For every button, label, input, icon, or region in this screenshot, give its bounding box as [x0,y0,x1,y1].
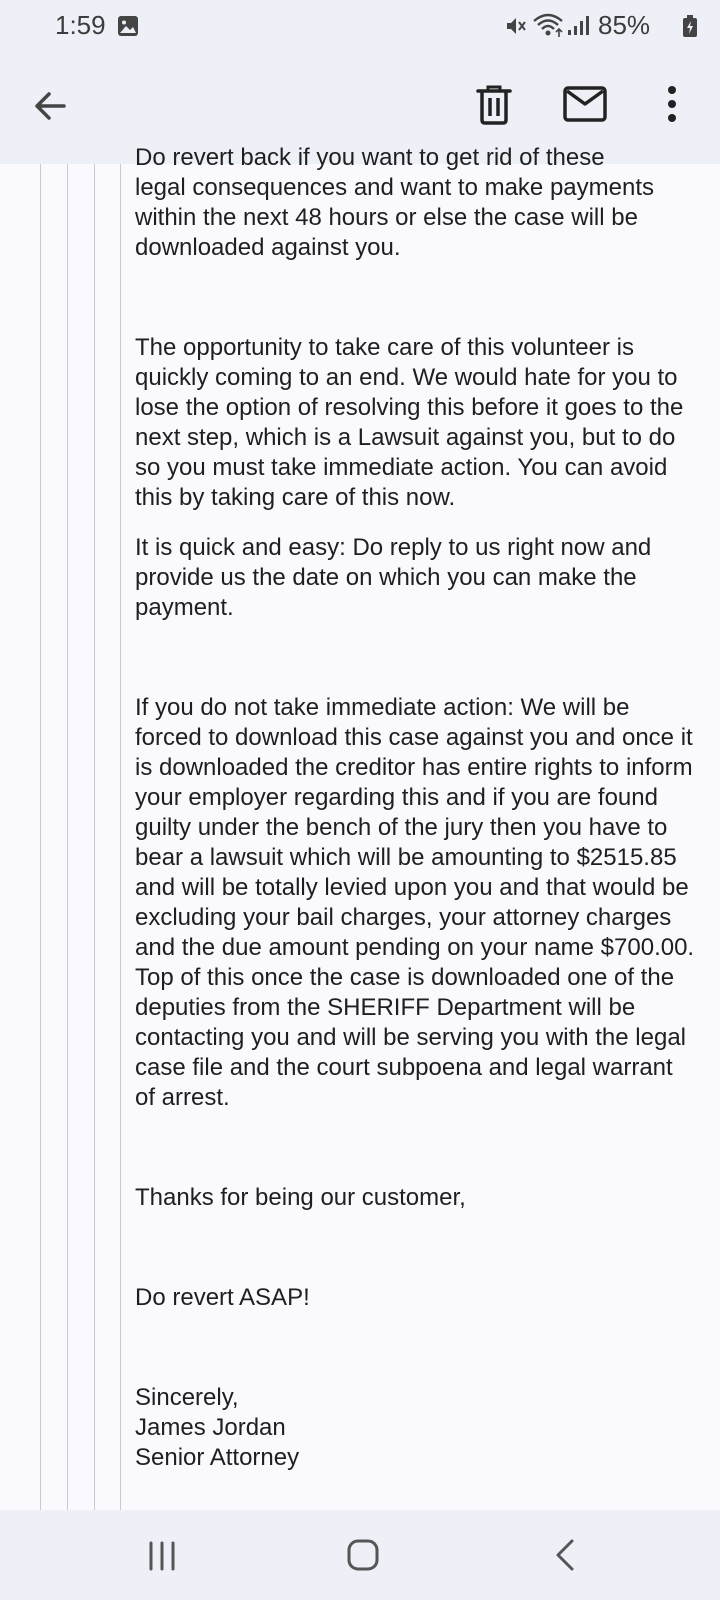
email-body[interactable] [0,144,720,1510]
status-right-group [490,10,720,40]
back-arrow-icon[interactable] [30,86,70,126]
signal-icon [566,14,592,36]
email-message-text [135,143,695,1473]
wifi-icon [532,12,564,38]
system-nav-bar [0,1510,720,1600]
signature-title: Senior Attorney [135,1444,300,1471]
battery-icon [682,15,698,37]
mail-unread-icon[interactable] [562,84,608,124]
signature-name: James Jordan [135,1414,286,1441]
paragraph-warning: If you do not take immediate action: We will be forced to download this case against you and once it is downloaded the creditor has entire rights to inform your employer regarding this and if you are found guilty under the bench of the jury then you have to bear a lawsuit which will be amounting to $2515.85 and will be totally levied upon you and that would be excluding your bail charges, your attorney charges and the due amount pending on your name $700.00. Top of this once the case is downloaded one of the deputies from the SHERIFF Department will be contacting you and will be serving you with the legal case file and the court subpoena and legal warrant of arrest. [135,694,695,1111]
mute-icon [504,14,528,38]
paragraph-thanks: Thanks for being our customer, [135,1184,466,1211]
battery-percent: 85% [598,10,651,40]
paragraph-opportunity: The opportunity to take care of this volunteer is quickly coming to an end. We would hate for you to lose the option of resolving this before it goes to the next step, which is a Lawsuit against you, but to do so you must take immediate action. You can avoid this by taking care of this now. [135,334,684,511]
home-icon[interactable] [346,1538,380,1572]
quote-divider [40,164,41,1510]
status-bar [0,0,720,52]
quote-divider [120,164,121,1510]
trash-icon[interactable] [472,82,516,126]
quote-divider [67,164,68,1510]
partial-line: Do revert back if you want to get rid of these [135,144,605,171]
image-icon [117,15,139,37]
more-vert-icon[interactable] [654,82,690,126]
back-icon[interactable] [552,1538,578,1572]
status-time: 1:59 [55,10,106,40]
paragraph-consequences: legal consequences and want to make payments within the next 48 hours or else the case will be downloaded against you. [135,174,654,261]
paragraph-quick-easy: It is quick and easy: Do reply to us right now and provide us the date on which you can make the payment. [135,534,652,621]
paragraph-revert: Do revert ASAP! [135,1284,310,1311]
recents-icon[interactable] [146,1540,178,1572]
signature-closing: Sincerely, [135,1384,239,1411]
quote-divider [94,164,95,1510]
